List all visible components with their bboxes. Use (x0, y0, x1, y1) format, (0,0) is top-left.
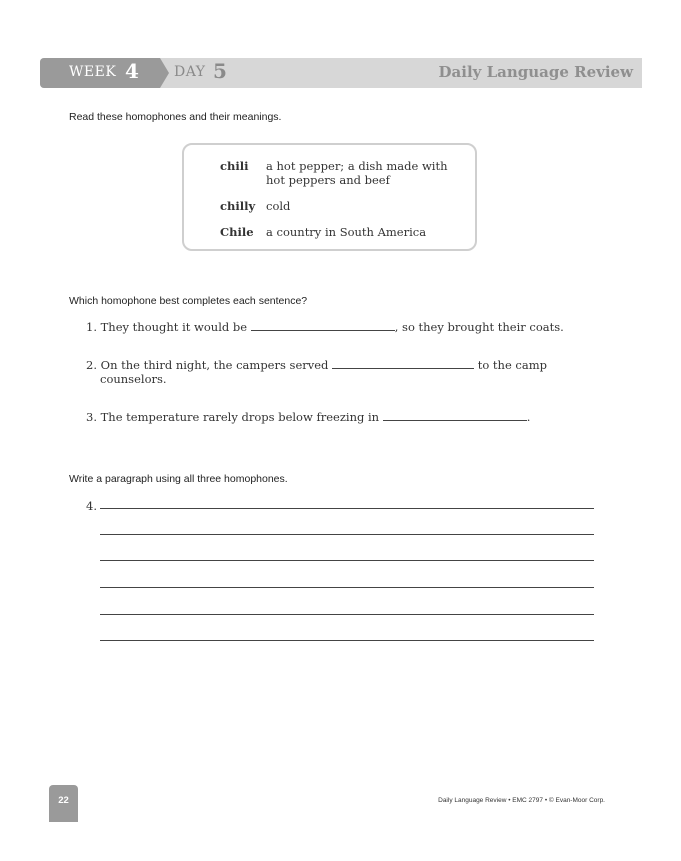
question-text-after: , so they brought their coats. (394, 320, 564, 334)
question-number: 2. (86, 358, 97, 372)
paragraph-instruction: Write a paragraph using all three homophones. (69, 473, 288, 485)
question-text-before: The temperature rarely drops below freezing in (100, 410, 380, 424)
question-3 (86, 410, 530, 424)
question-1 (86, 320, 564, 334)
writing-line[interactable] (100, 614, 594, 615)
week-number: 4 (125, 59, 139, 83)
question-text-after: to the camp (477, 358, 547, 372)
writing-line[interactable] (100, 640, 594, 641)
homophone-meaning: a country in South America (266, 225, 427, 239)
day-label: DAY (174, 64, 206, 80)
question-number: 3. (86, 410, 97, 424)
homophone-box (182, 143, 477, 251)
question-text-before: They thought it would be (100, 320, 248, 334)
question-2 (86, 358, 547, 372)
sentences-instruction: Which homophone best completes each sentence? (69, 295, 308, 307)
page-number: 22 (58, 795, 69, 806)
homophone-word: chili (220, 159, 249, 173)
homophone-meaning: cold (266, 199, 291, 213)
book-title: Daily Language Review (438, 63, 633, 81)
week-label: WEEK (69, 64, 117, 80)
writing-line[interactable] (100, 560, 594, 561)
question-text-after: . (526, 410, 531, 424)
answer-blank[interactable] (332, 358, 474, 369)
day-number: 5 (213, 59, 227, 83)
homophone-word: Chile (220, 225, 254, 239)
question-4-number: 4. (86, 499, 97, 513)
homophone-word: chilly (220, 199, 256, 213)
footer-credit: Daily Language Review • EMC 2797 • © Evan-Moor Corp. (438, 797, 605, 804)
writing-line[interactable] (100, 508, 594, 509)
homophones-instruction: Read these homophones and their meanings. (69, 111, 282, 123)
answer-blank[interactable] (383, 410, 527, 421)
writing-line[interactable] (100, 587, 594, 588)
question-text-before: On the third night, the campers served (100, 358, 329, 372)
homophone-meaning: a hot pepper; a dish made with hot peppers and beef (266, 159, 448, 187)
question-number: 1. (86, 320, 97, 334)
answer-blank[interactable] (251, 320, 395, 331)
question-continuation: counselors. (100, 372, 167, 386)
writing-line[interactable] (100, 534, 594, 535)
